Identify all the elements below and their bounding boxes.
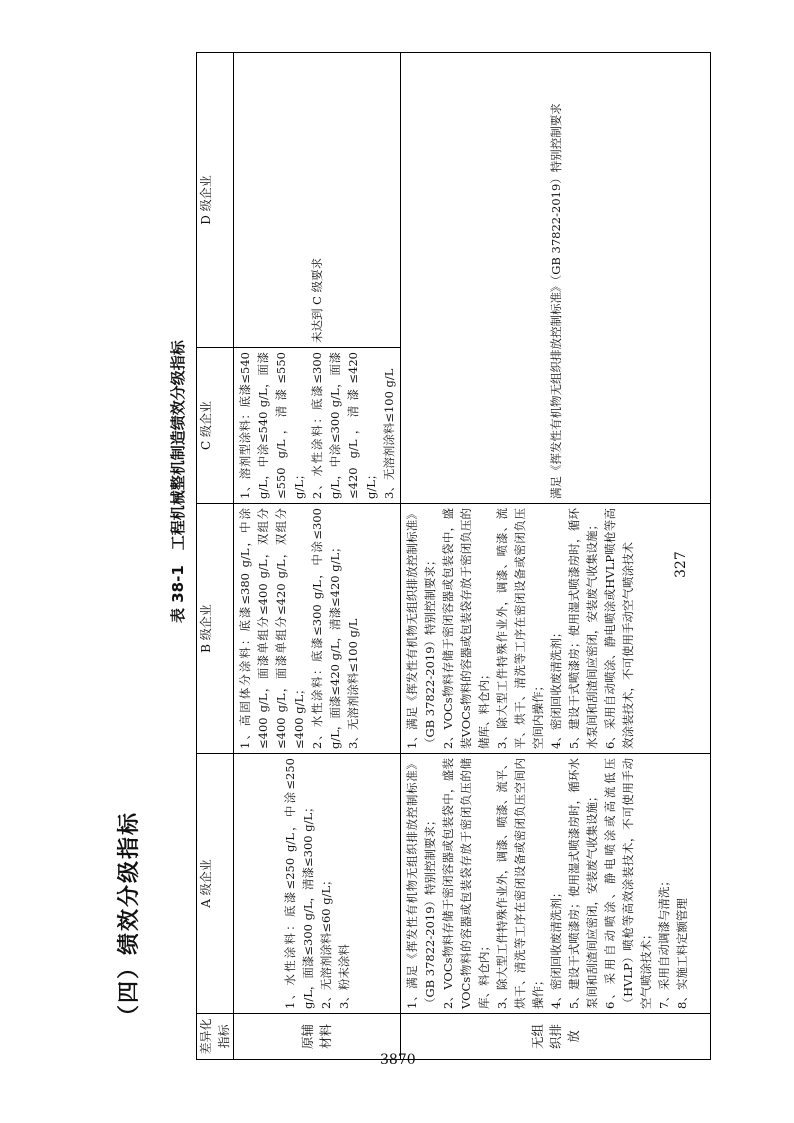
cell-line: 1、满足《挥发性有机物无组织排放控制标准》（GB 37822-2019）特别控制要求； — [405, 508, 437, 749]
cell-line: 7、采用自动调漆与清洗； — [657, 875, 671, 1009]
cell-line: 1、满足《挥发性有机物无组织排放控制标准》（GB 37822-2019）特别控制要求； — [405, 758, 437, 1009]
cell-line: 8、实施工料定额管理 — [675, 898, 689, 1009]
cell-cd-unorganized-emission: 满足《挥发性有机物无组织排放控制标准》（GB 37822-2019）特别控制要求 — [401, 53, 711, 504]
cell-line: 1、水性涂料：底漆≤250 g/L，中涂≤250 g/L，面漆≤300 g/L，清漆≤300 g/L； — [283, 758, 315, 1009]
cell-a-unorganized-emission — [401, 754, 711, 1014]
table-caption: 表 38-1 工程机械整机制造绩效分级指标 — [169, 340, 187, 623]
page-number-inner: 327 — [673, 551, 689, 578]
cell-line: 6、采用自动喷涂、静电喷涂或HVLP喷枪等高效涂装技术，不可使用手动空气喷涂技术 — [603, 508, 635, 749]
header-grade-b: B 级企业 — [197, 504, 234, 754]
header-grade-d: D 级企业 — [197, 53, 234, 348]
header-grade-c: C 级企业 — [197, 348, 234, 504]
row-label-raw-materials: 原辅材料 — [234, 1014, 401, 1060]
cell-line: 2、水性涂料：底漆≤300 g/L，中涂≤300 g/L，面漆≤420 g/L，清漆≤420 g/L； — [310, 352, 378, 499]
cell-d-raw-materials: 未达到 C 级要求 — [234, 53, 401, 348]
cell-line: 5、建设干式喷漆房；使用湿式喷漆房时，循环水泵间和刮渣间应密闭，安装废气收集设施； — [567, 758, 599, 1009]
cell-b-unorganized-emission — [401, 504, 711, 754]
cell-line: 3、无溶剂涂料≤100 g/L — [346, 618, 360, 749]
table-row-unorganized-emission — [401, 53, 711, 1060]
cell-line: 3、粉末涂料 — [337, 944, 351, 1009]
cell-line: 2、无溶剂涂料≤60 g/L； — [319, 874, 333, 1009]
cell-line: 3、除大型工件特殊作业外，调漆、喷漆、流平、烘干、清洗等工序在密闭设备或密闭负压空间内操作； — [495, 758, 545, 1009]
performance-grading-table — [196, 52, 711, 1060]
table-row-raw-materials — [234, 53, 401, 1060]
cell-line: 6、采用自动喷涂、静电喷涂或高流低压（HVLP）喷枪等高效涂装技术，不可使用手动空气喷涂技术； — [603, 758, 653, 1009]
cell-line: 5、建设干式喷漆房；使用湿式喷漆房时，循环水泵间和刮渣间应密闭，安装废气收集设施； — [567, 508, 599, 749]
cell-line: 4、密闭回收废清洗剂； — [549, 626, 563, 749]
cell-b-raw-materials — [234, 504, 401, 754]
cell-line: 2、VOCs物料存储于密闭容器或包装袋中，盛装VOCs物料的容器或包装袋存放于密闭负压的储库、料仓内； — [441, 758, 491, 1009]
cell-line: 3、无溶剂涂料≤100 g/L — [382, 368, 396, 499]
cell-line: 1、溶剂型涂料：底漆≤540 g/L，中涂≤540 g/L，面漆≤550 g/L，清漆≤550 g/L； — [238, 352, 306, 499]
cell-line: 4、密闭回收废清洗剂； — [549, 886, 563, 1009]
cell-line: 2、VOCs物料存储于密闭容器或包装袋中，盛装VOCs物料的容器或包装袋存放于密闭负压的储库、料仓内； — [441, 508, 491, 749]
header-indicator: 差异化指标 — [197, 1014, 234, 1060]
section-heading: （四）绩效分级指标 — [117, 810, 142, 1027]
cell-a-raw-materials — [234, 754, 401, 1014]
page-number-bottom: 3870 — [380, 1052, 416, 1068]
cell-line: 1、高固体分涂料：底漆≤380 g/L，中涂≤400 g/L，面漆单组分≤400 g/L，双组分≤400 g/L，面漆单组分≤420 g/L，双组分≤400 g/L； — [238, 508, 306, 749]
cell-line: 3、除大型工件特殊作业外，调漆、喷漆、流平、烘干、清洗等工序在密闭设备或密闭负压空间内操作； — [495, 508, 545, 749]
row-label-unorganized-emission: 无组织排放 — [401, 1014, 711, 1060]
cell-c-raw-materials — [234, 348, 401, 504]
header-grade-a: A 级企业 — [197, 754, 234, 1014]
cell-line: 2、水性涂料：底漆≤300 g/L，中涂≤300 g/L，面漆≤420 g/L，清漆≤420 g/L； — [310, 508, 342, 749]
table-header-row — [197, 53, 234, 1060]
